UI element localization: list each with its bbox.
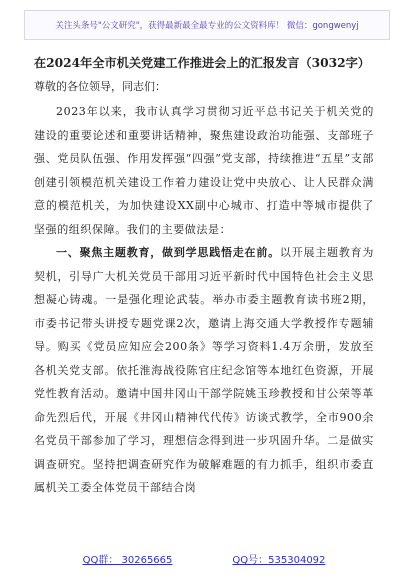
header-banner: 关注头条号"公文研究"，获得最新最全最专业的公文资料库！ 微信：gongwenyj (24, 10, 390, 40)
qq-group-link[interactable]: QQ群： 30265665 (82, 555, 173, 566)
document-page (34, 54, 374, 500)
paragraph-intro: 2023年以来，我市认真学习贯彻习近平总书记关于机关党的建设的重要论述和重要讲话精神，聚焦建设政治功能强、支部班子强、党员队伍强、作用发挥强“四强”党支部，持续推进“五星”支部创建引领模范机关建设工作着力建设让党中央放心、让人民群众满意的模范机关，为加快建设XX副中心城市、打造中等城市提供了坚强的组织保障。我们的主要做法是： (34, 105, 374, 236)
section-one-body: 以开展主题教育为契机，引导广大机关党员干部用习近平新时代中国特色社会主义思想凝心铸魂。一是强化理论武装。举办市委主题教育读书班2期，市委书记带头讲授专题党课2次，邀请上海交通大学教授作专题辅导。购买《党员应知应会200条》等学习资料1.4万余册，发放至各机关党支部。依托淮海战役陈官庄纪念馆等本地红色资源，开展党性教育活动。邀请中国井冈山干部学院姚玉珍教授和甘公荣等革命先烈后代，开展《井冈山精神代代传》访谈式教学，全市900余名党员干部参加了学习，理想信念得到进一步巩固升华。二是做实调查研究。坚持把调查研究作为破解难题的有力抓手，组织市委直属机关工委全体党员干部结合岗 (34, 246, 374, 494)
qq-number-link[interactable]: QQ号：535304092 (232, 555, 326, 566)
salutation: 尊敬的各位领导，同志们： (34, 80, 166, 93)
paragraph-section-one (34, 241, 374, 500)
document-title: 在2024年全市机关党建工作推进会上的汇报发言（3032字） (34, 56, 370, 70)
section-one-heading: 一、聚焦主题教育，做到学思践悟走在前。 (56, 246, 280, 259)
footer (0, 551, 408, 566)
